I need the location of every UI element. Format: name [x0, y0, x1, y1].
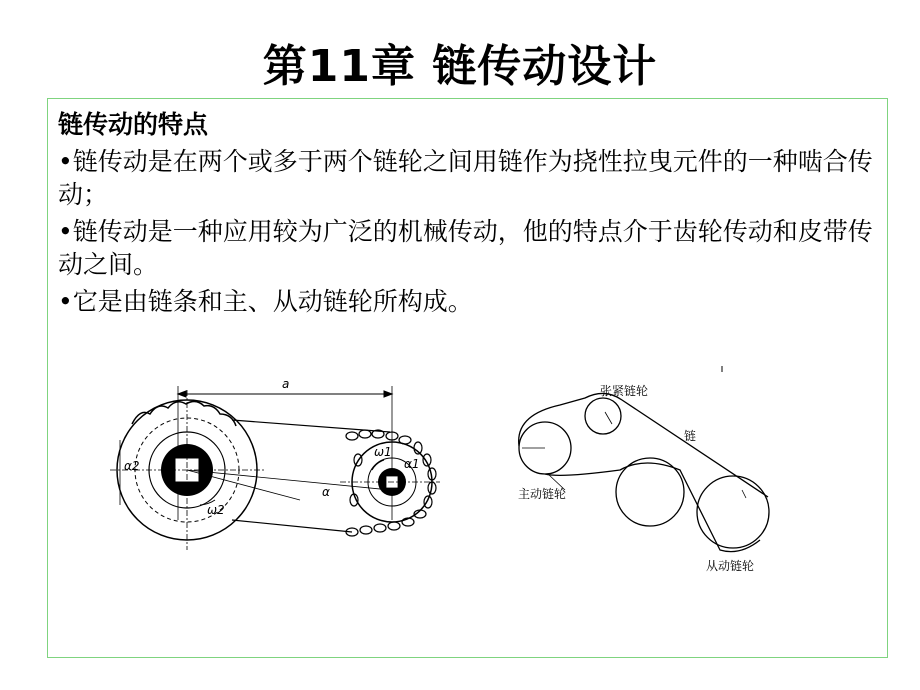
label-omega1: ω1 [374, 445, 392, 459]
slide-title: 第11章 链传动设计 [262, 41, 658, 92]
idler-sprocket [585, 398, 621, 434]
label-alpha1: α1 [404, 457, 420, 471]
label-driven: 从动链轮 [706, 559, 755, 573]
label-omega2: ω2 [207, 503, 225, 517]
driven-sprocket [697, 476, 769, 548]
label-idler: 张紧链轮 [600, 384, 649, 398]
arrow-right-icon [384, 391, 392, 397]
label-chain: 链 [684, 429, 697, 443]
left-chain-drive-figure [110, 386, 440, 550]
bullet-1: •链传动是在两个或多于两个链轮之间用链作为挠性拉曳元件的一种啮合传动； [58, 147, 873, 209]
label-alpha: α [322, 485, 330, 499]
section-heading: 链传动的特点 [58, 110, 209, 139]
bullet-2: •链传动是一种应用较为广泛的机械传动，他的特点介于齿轮传动和皮带传动之间。 [58, 217, 873, 279]
label-driving: 主动链轮 [518, 487, 567, 501]
lower-chain-strand [232, 520, 352, 532]
label-center-distance: a [282, 377, 290, 391]
bullet-3: •它是由链条和主、从动链轮所构成。 [58, 287, 473, 316]
arrow-left-icon [178, 391, 186, 397]
label-alpha2: α2 [124, 459, 140, 473]
